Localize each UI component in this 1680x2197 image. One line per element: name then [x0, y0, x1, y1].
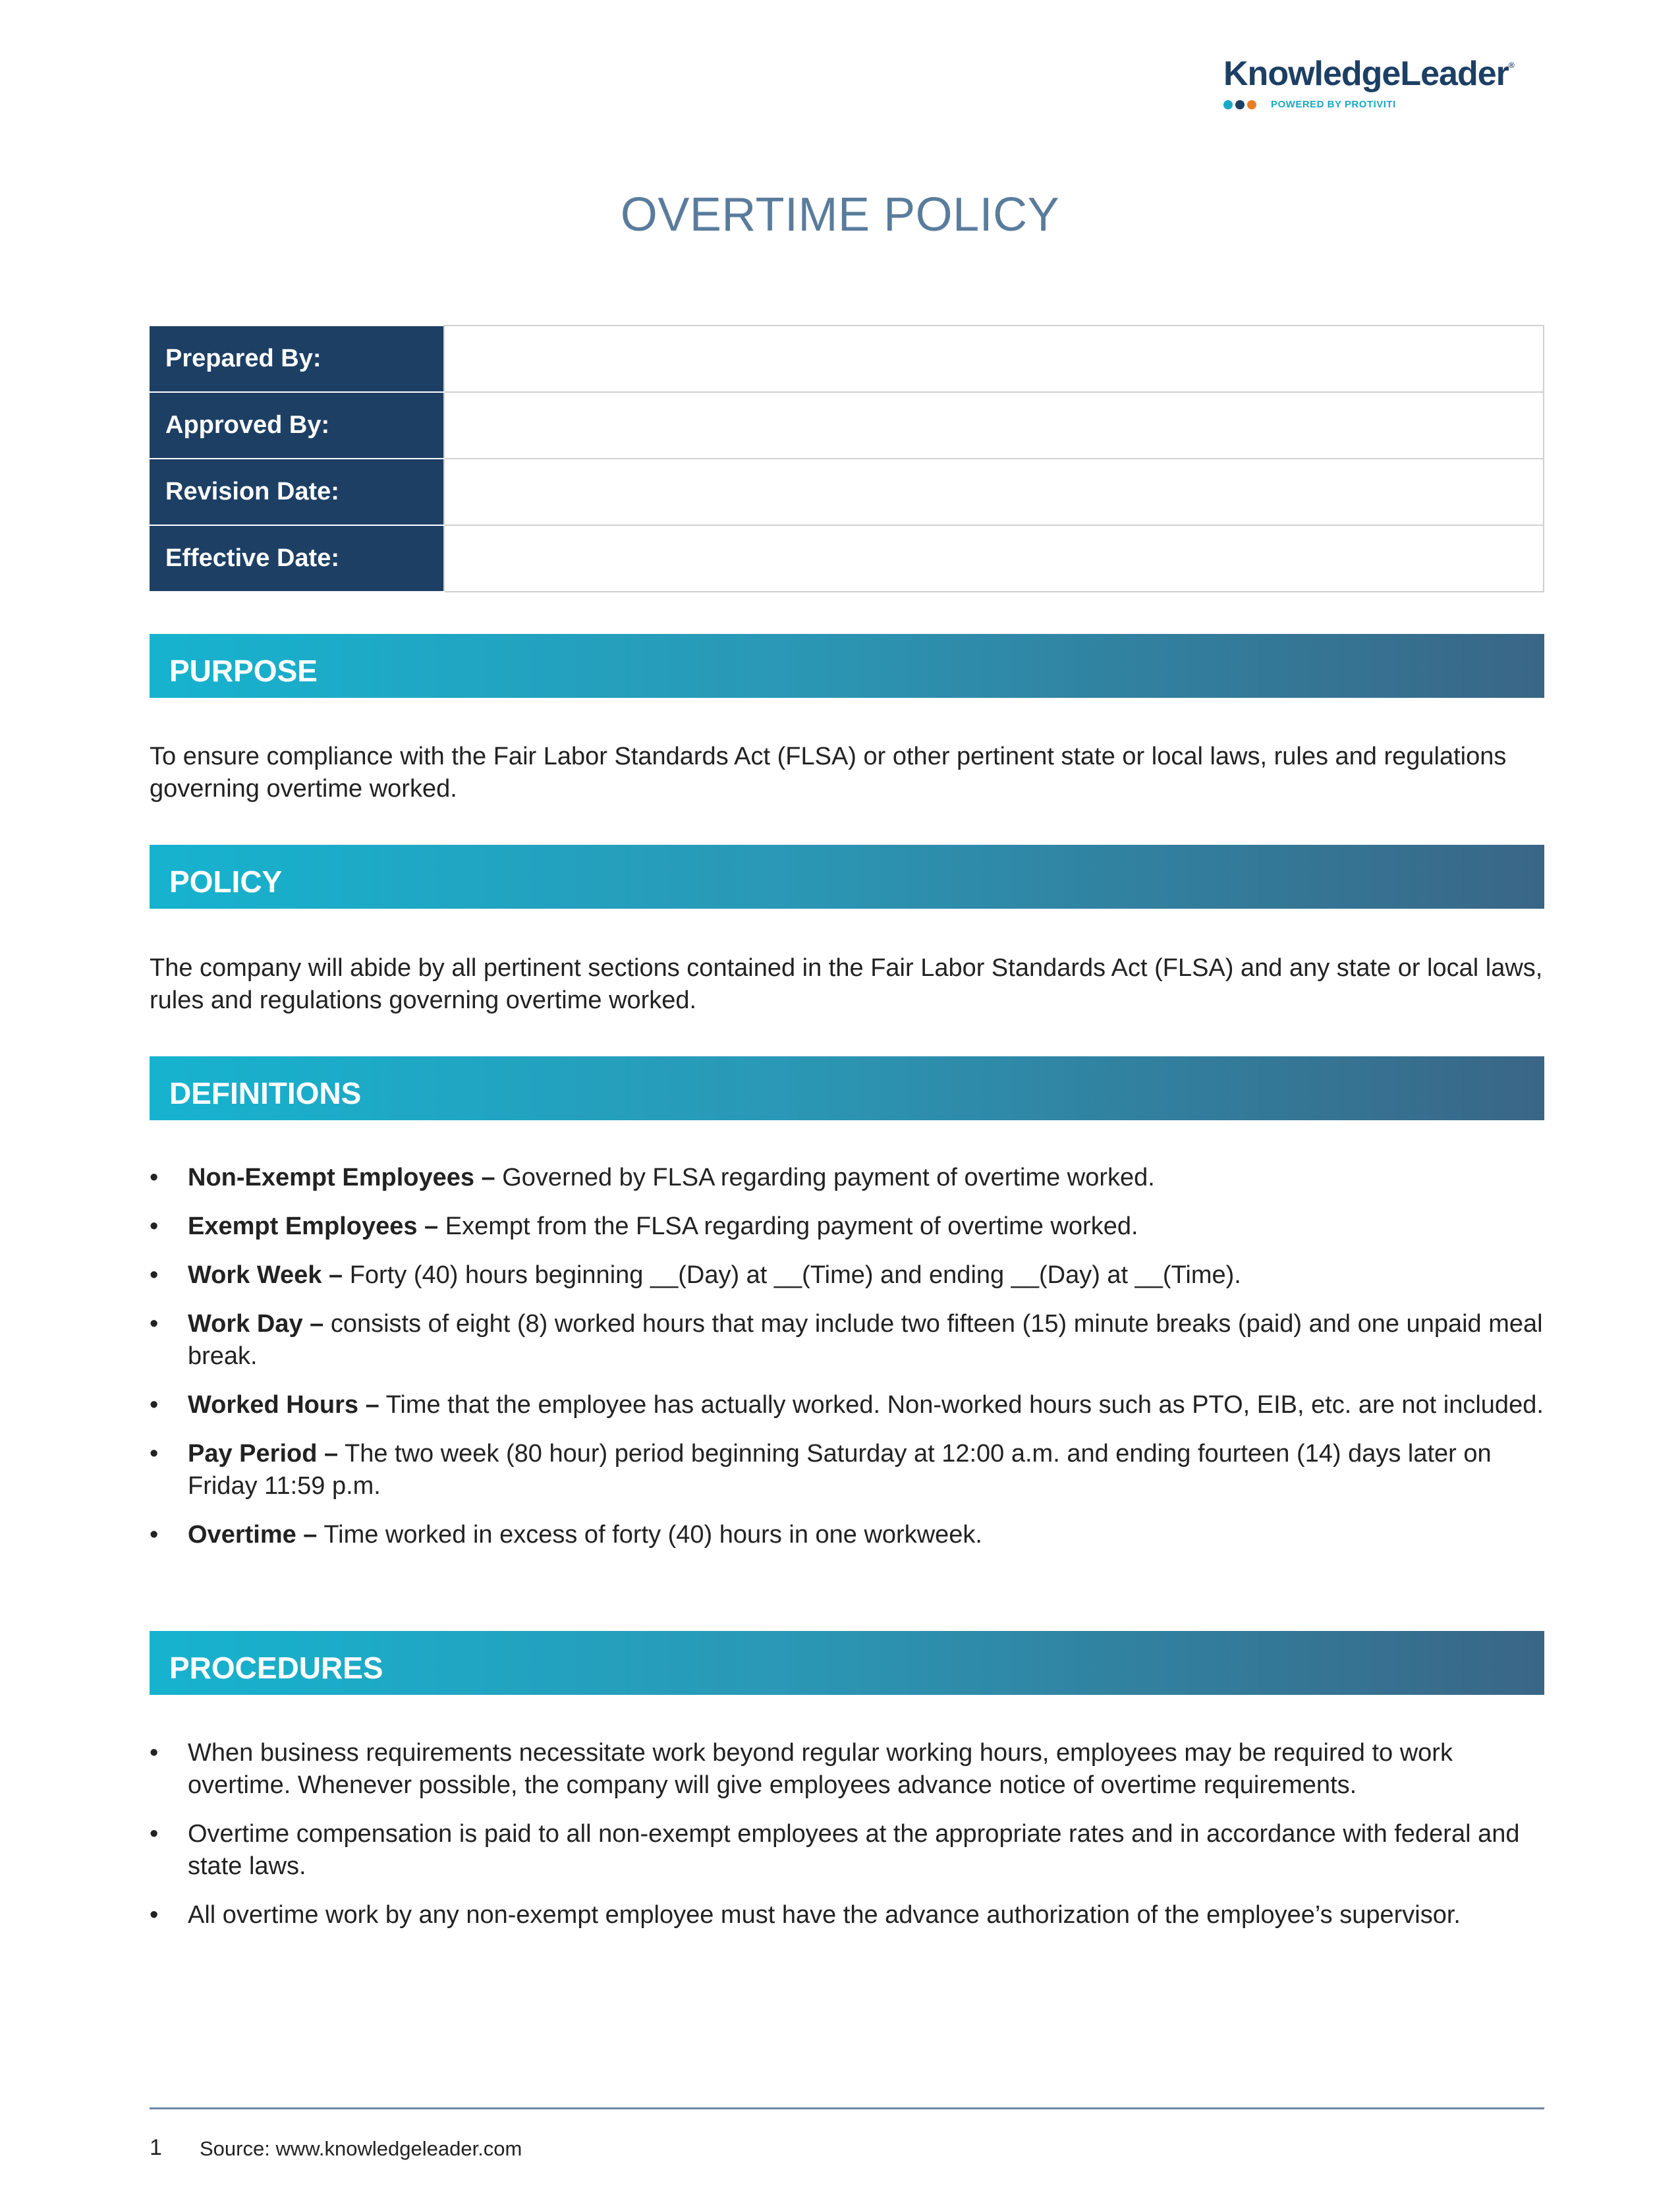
definitions-list: [150, 1162, 1544, 1568]
procedure-text: When business requirements necessitate work beyond regular working hours, employees may be required to work overtime. Whenever possible, the company will give employees advance notice of overtime requirements.: [188, 1739, 1453, 1799]
footer-divider: [150, 2107, 1544, 2109]
bullet: •: [150, 1820, 159, 1848]
definition-term: Overtime –: [188, 1521, 318, 1549]
table-row: [150, 525, 1544, 592]
table-row: [150, 459, 1544, 525]
procedure-text: All overtime work by any non-exempt employee must have the advance authorization of the employee’s supervisor.: [188, 1901, 1461, 1929]
prepared-by-label: Prepared By:: [150, 326, 444, 392]
bullet: •: [150, 1901, 159, 1929]
list-item: [150, 1438, 1544, 1502]
definition-term: Work Day –: [188, 1310, 324, 1338]
bullet: •: [150, 1164, 159, 1191]
definition-term: Pay Period –: [188, 1440, 339, 1468]
table-row: [150, 392, 1544, 459]
procedures-heading: PROCEDURES: [150, 1631, 1544, 1695]
bullet: •: [150, 1310, 159, 1338]
document-info-table: [150, 325, 1544, 592]
definition-text: The two week (80 hour) period beginning Saturday at 12:00 a.m. and ending fourteen (14) days later on Friday 11:59 p.m.: [188, 1440, 1492, 1500]
policy-text: The company will abide by all pertinent sections contained in the Fair Labor Standards Act (FLSA) and any state or local laws, rules and regulations governing overtime worked.: [150, 954, 1543, 1014]
logo-tagline: POWERED BY PROTIVITI: [1271, 99, 1396, 110]
effective-date-label: Effective Date:: [150, 525, 444, 592]
procedures-list: [150, 1737, 1544, 1948]
list-item: [150, 1737, 1544, 1802]
definition-term: Worked Hours –: [188, 1391, 379, 1419]
list-item: [150, 1899, 1544, 1931]
revision-date-label: Revision Date:: [150, 459, 444, 525]
list-item: [150, 1162, 1544, 1194]
approved-by-value[interactable]: [444, 392, 1544, 459]
definition-text: consists of eight (8) worked hours that may include two fifteen (15) minute breaks (paid) and one unpaid meal break.: [188, 1310, 1543, 1370]
procedure-text: Overtime compensation is paid to all non-exempt employees at the appropriate rates and in accordance with federal and state laws.: [188, 1820, 1520, 1880]
bullet: •: [150, 1213, 159, 1240]
approved-by-label: Approved By:: [150, 392, 444, 459]
prepared-by-value[interactable]: [444, 326, 1544, 392]
revision-date-value[interactable]: [444, 459, 1544, 525]
purpose-text: To ensure compliance with the Fair Labor Standards Act (FLSA) or other pertinent state or local laws, rules and regulations governing overtime worked.: [150, 743, 1507, 803]
definitions-heading: DEFINITIONS: [150, 1056, 1544, 1120]
bullet: •: [150, 1391, 159, 1419]
logo-name: KnowledgeLeader: [1223, 55, 1509, 93]
definition-text: Time that the employee has actually worked. Non-worked hours such as PTO, EIB, etc. are not included.: [379, 1391, 1544, 1419]
definition-text: Time worked in excess of forty (40) hours in one workweek.: [317, 1521, 982, 1549]
definition-term: Non-Exempt Employees –: [188, 1164, 495, 1191]
list-item: [150, 1818, 1544, 1883]
logo-registered-mark: ®: [1508, 61, 1514, 70]
knowledgeleader-logo: [1223, 54, 1540, 110]
definition-text: Governed by FLSA regarding payment of overtime worked.: [495, 1164, 1155, 1191]
list-item: [150, 1389, 1544, 1421]
definition-text: Exempt from the FLSA regarding payment of overtime worked.: [438, 1213, 1138, 1240]
page-number: 1: [150, 2135, 162, 2160]
logo-dots-icon: [1223, 100, 1256, 109]
source-text: Source: www.knowledgeleader.com: [200, 2137, 522, 2160]
effective-date-value[interactable]: [444, 525, 1544, 592]
bullet: •: [150, 1261, 159, 1289]
bullet: •: [150, 1440, 159, 1468]
document-title: OVERTIME POLICY: [620, 188, 1060, 241]
policy-heading: POLICY: [150, 845, 1544, 909]
purpose-heading: PURPOSE: [150, 634, 1544, 698]
list-item: [150, 1211, 1544, 1243]
definition-term: Exempt Employees –: [188, 1213, 439, 1240]
list-item: [150, 1259, 1544, 1292]
list-item: [150, 1519, 1544, 1551]
list-item: [150, 1308, 1544, 1373]
definition-text: Forty (40) hours beginning __(Day) at __(Time) and ending __(Day) at __(Time).: [343, 1261, 1241, 1289]
definition-term: Work Week –: [188, 1261, 343, 1289]
bullet: •: [150, 1521, 159, 1549]
table-row: [150, 326, 1544, 392]
bullet: •: [150, 1739, 159, 1767]
